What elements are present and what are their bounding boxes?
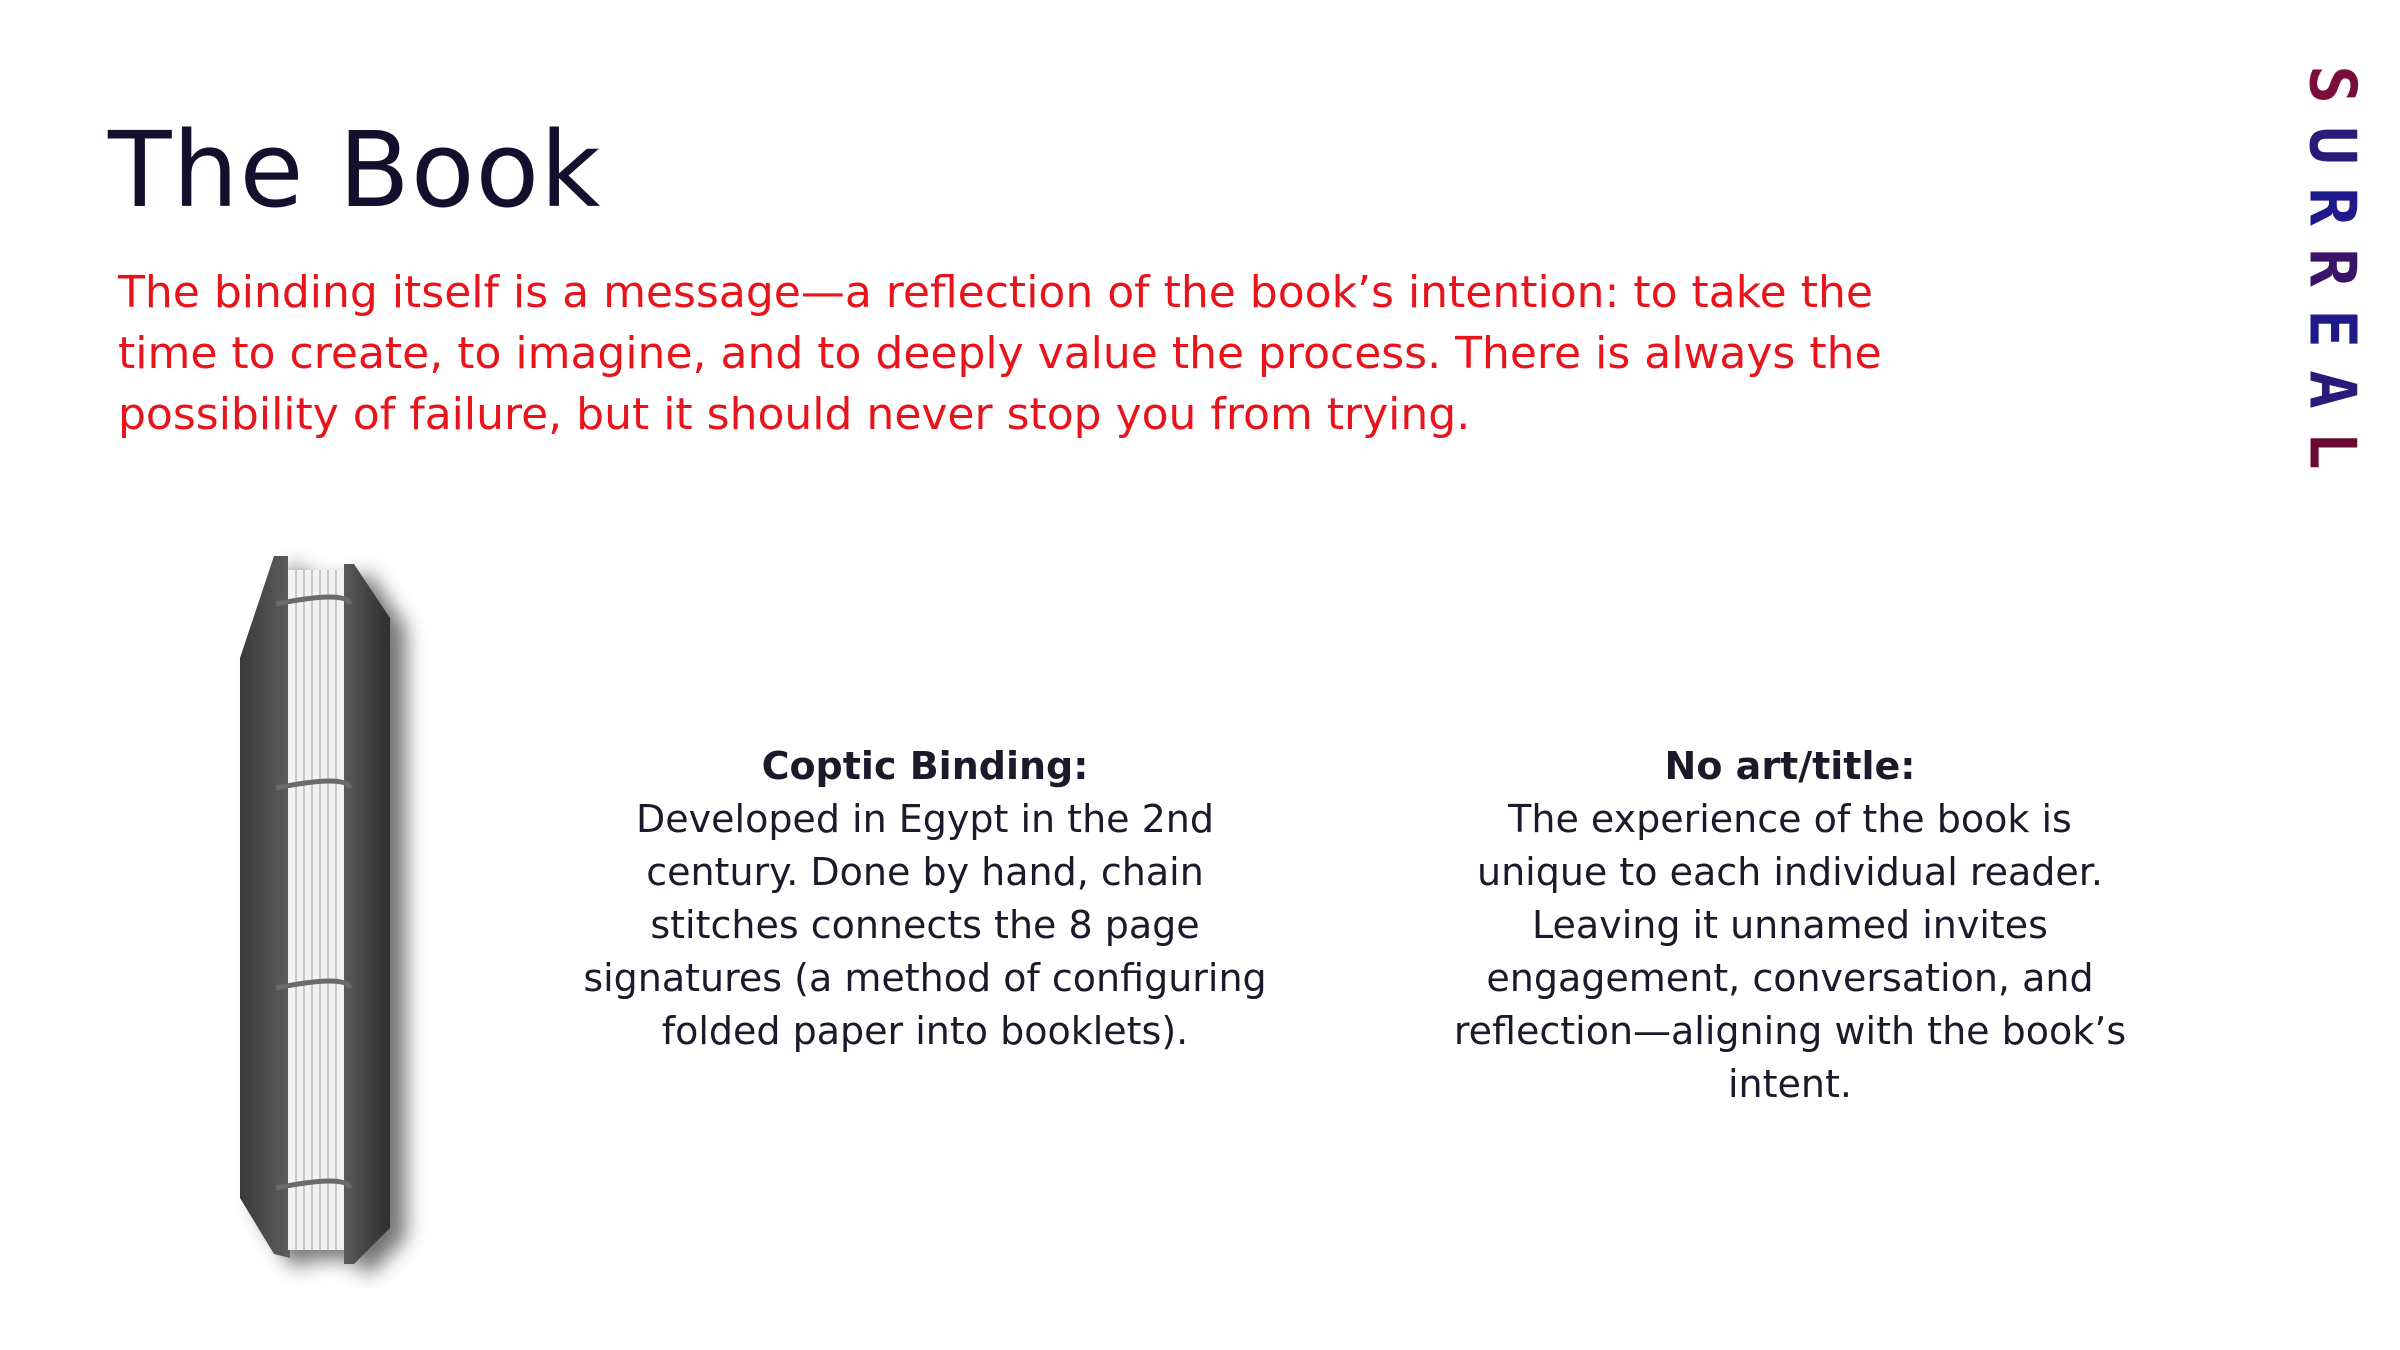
wordmark-letter: S (2294, 65, 2369, 104)
no-art-title-column (1440, 740, 2140, 1111)
coptic-binding-column (580, 740, 1270, 1058)
column-heading: No art/title: (1664, 744, 1916, 788)
column-body: Developed in Egypt in the 2nd century. Done by hand, chain stitches connects the 8 page signatures (a method of configuring folded paper into booklets). (583, 797, 1267, 1053)
book-image (230, 548, 430, 1288)
wordmark-letter: R (2294, 187, 2369, 226)
wordmark-letter: A (2294, 370, 2369, 409)
wordmark-letter: U (2294, 126, 2369, 165)
page-title: The Book (108, 109, 602, 231)
wordmark-letter: R (2294, 248, 2369, 287)
column-body: The experience of the book is unique to each individual reader. Leaving it unnamed invites engagement, conversation, and reflection—aligning with the book’s intent. (1453, 797, 2127, 1106)
surreal-wordmark (2294, 54, 2369, 481)
wordmark-letter: L (2294, 431, 2369, 470)
column-heading: Coptic Binding: (761, 744, 1089, 788)
wordmark-letter: E (2294, 309, 2369, 348)
intro-statement: The binding itself is a message—a reflection of the book’s intention: to take the time to create, to imagine, and to deeply value the process. There is always the possibility of failure, but it should never stop you from trying. (118, 267, 1882, 440)
